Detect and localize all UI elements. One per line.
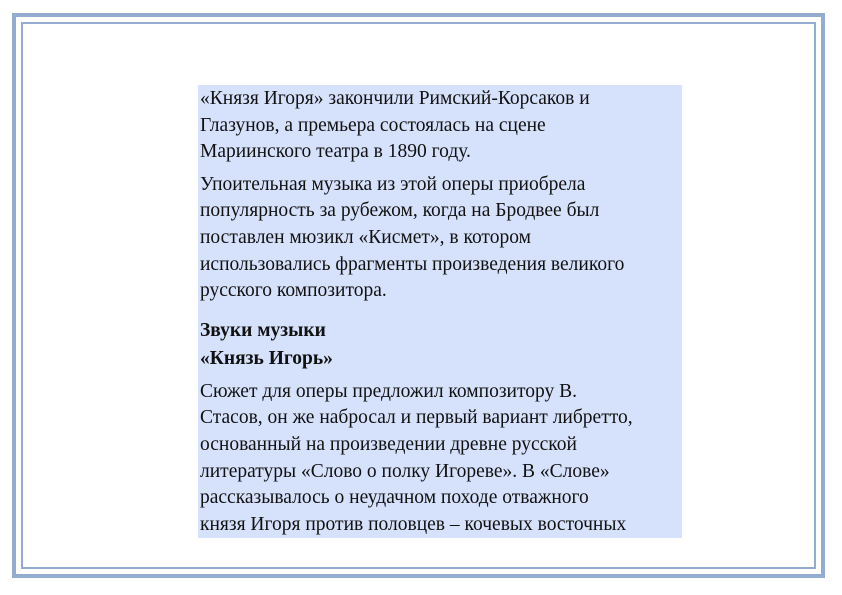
text-line: Стасов, он же набросал и первый вариант либретто, bbox=[200, 407, 633, 429]
text-line: русского композитора. bbox=[200, 280, 387, 302]
text-box[interactable] bbox=[198, 85, 682, 538]
text-line: «Князя Игоря» закончили Римский-Корсаков и bbox=[200, 88, 590, 109]
text-line: литературы «Слово о полку Игореве». В «Слове» bbox=[200, 460, 610, 482]
heading-line: Звуки музыки bbox=[200, 319, 326, 341]
text-line: Глазунов, а премьера состоялась на сцене bbox=[200, 114, 546, 136]
text-line: рассказывалось о неудачном походе отважного bbox=[200, 487, 589, 509]
text-line: основанный на произведении древне русской bbox=[200, 433, 577, 455]
text-line: Мариинского театра в 1890 году. bbox=[200, 141, 471, 163]
text-line: князя Игоря против половцев – кочевых восточных bbox=[200, 513, 627, 535]
paragraph-plot bbox=[200, 379, 680, 538]
heading-line: «Князь Игорь» bbox=[200, 347, 333, 369]
section-heading bbox=[200, 317, 680, 373]
text-line: Упоительная музыка из этой оперы приобрела bbox=[200, 173, 586, 195]
text-line: популярность за рубежом, когда на Бродвее был bbox=[200, 200, 600, 222]
paragraph-broadway bbox=[200, 172, 680, 305]
text-line: поставлен мюзикл «Кисмет», в котором bbox=[200, 226, 531, 248]
text-line: Сюжет для оперы предложил композитору В. bbox=[200, 380, 577, 402]
text-line: использовались фрагменты произведения великого bbox=[200, 253, 625, 275]
paragraph-premiere bbox=[200, 86, 680, 166]
